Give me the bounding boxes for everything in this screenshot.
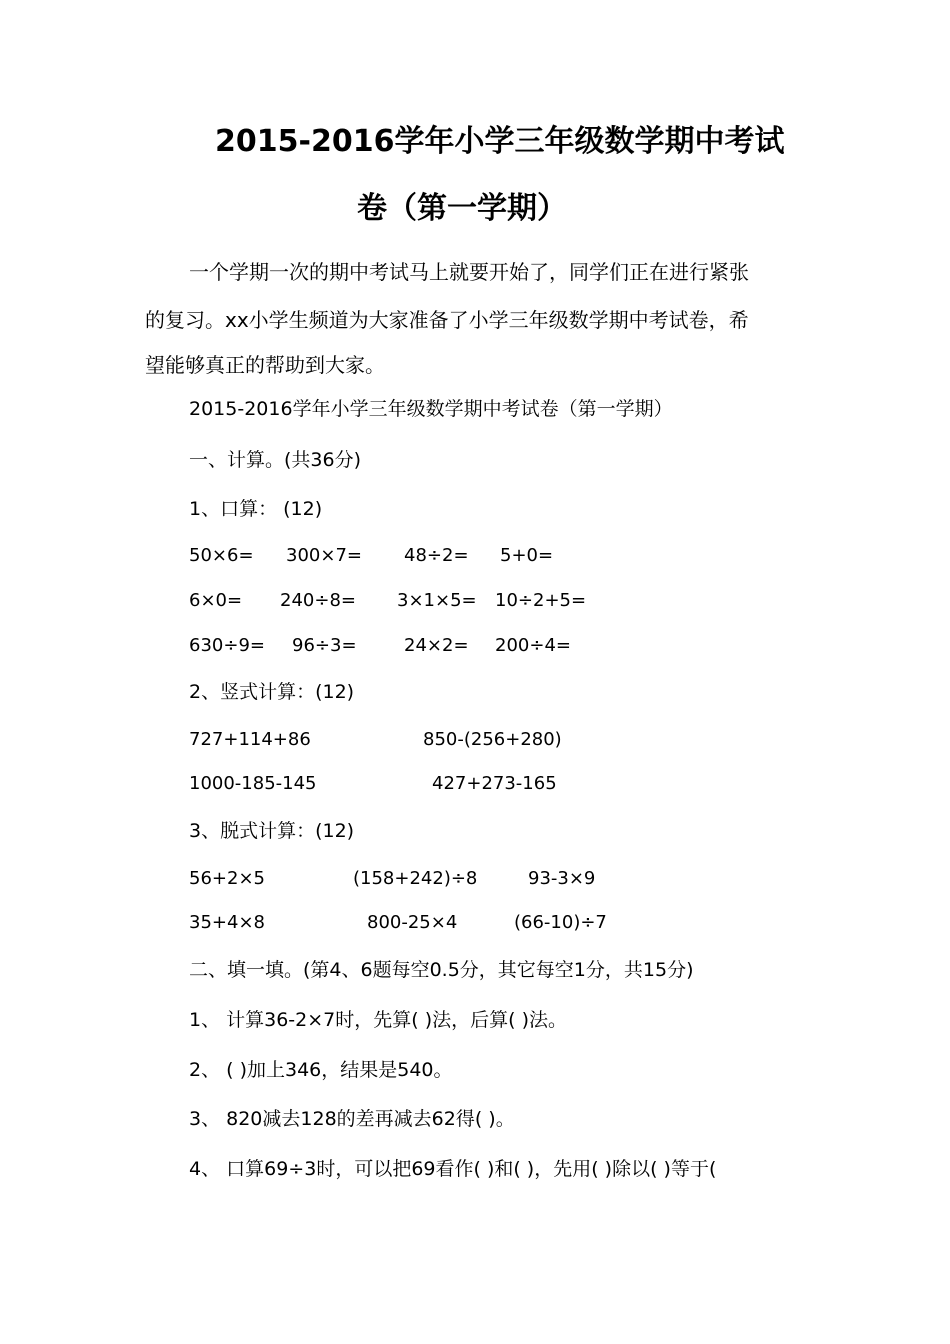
vertical-calc-item: 727+114+86	[189, 729, 311, 750]
fill-item-1: 1、 计算36-2×7时，先算( )法，后算( )法。	[189, 1009, 567, 1031]
step-calc-item: 56+2×5	[189, 868, 265, 889]
question-1-label: 1、口算： (12)	[189, 498, 323, 520]
vertical-calc-item: 850-(256+280)	[423, 729, 562, 750]
section-2-heading: 二、填一填。(第4、6题每空0.5分，其它每空1分，共15分)	[189, 959, 694, 981]
document-title-line-1: 2015-2016学年小学三年级数学期中考试	[215, 124, 785, 159]
fill-item-2: 2、 ( )加上346，结果是540。	[189, 1059, 453, 1081]
oral-calc-item: 10÷2+5=	[495, 590, 587, 611]
intro-line-3: 望能够真正的帮助到大家。	[145, 353, 385, 377]
question-2-label: 2、竖式计算：(12)	[189, 681, 355, 703]
question-3-label: 3、脱式计算：(12)	[189, 820, 355, 842]
oral-calc-item: 3×1×5=	[397, 590, 477, 611]
intro-line-1: 一个学期一次的期中考试马上就要开始了，同学们正在进行紧张	[189, 260, 749, 284]
fill-item-3: 3、 820减去128的差再减去62得( )。	[189, 1108, 515, 1130]
oral-calc-item: 6×0=	[189, 590, 243, 611]
oral-calc-item: 96÷3=	[292, 635, 357, 656]
exam-subtitle: 2015-2016学年小学三年级数学期中考试卷（第一学期）	[189, 398, 673, 420]
oral-calc-item: 300×7=	[286, 545, 362, 566]
oral-calc-item: 200÷4=	[495, 635, 571, 656]
step-calc-item: (158+242)÷8	[353, 868, 478, 889]
document-title-line-2: 卷（第一学期）	[357, 191, 567, 226]
step-calc-item: (66-10)÷7	[514, 912, 607, 933]
oral-calc-item: 24×2=	[404, 635, 469, 656]
vertical-calc-item: 1000-185-145	[189, 773, 317, 794]
section-1-heading: 一、计算。(共36分)	[189, 449, 362, 471]
oral-calc-item: 50×6=	[189, 545, 254, 566]
intro-line-2: 的复习。xx小学生频道为大家准备了小学三年级数学期中考试卷，希	[145, 308, 749, 332]
step-calc-item: 93-3×9	[528, 868, 596, 889]
oral-calc-item: 630÷9=	[189, 635, 265, 656]
step-calc-item: 35+4×8	[189, 912, 265, 933]
fill-item-4: 4、 口算69÷3时，可以把69看作( )和( )，先用( )除以( )等于(	[189, 1158, 717, 1180]
step-calc-item: 800-25×4	[367, 912, 458, 933]
oral-calc-item: 48÷2=	[404, 545, 469, 566]
vertical-calc-item: 427+273-165	[432, 773, 557, 794]
oral-calc-item: 5+0=	[500, 545, 554, 566]
oral-calc-item: 240÷8=	[280, 590, 356, 611]
